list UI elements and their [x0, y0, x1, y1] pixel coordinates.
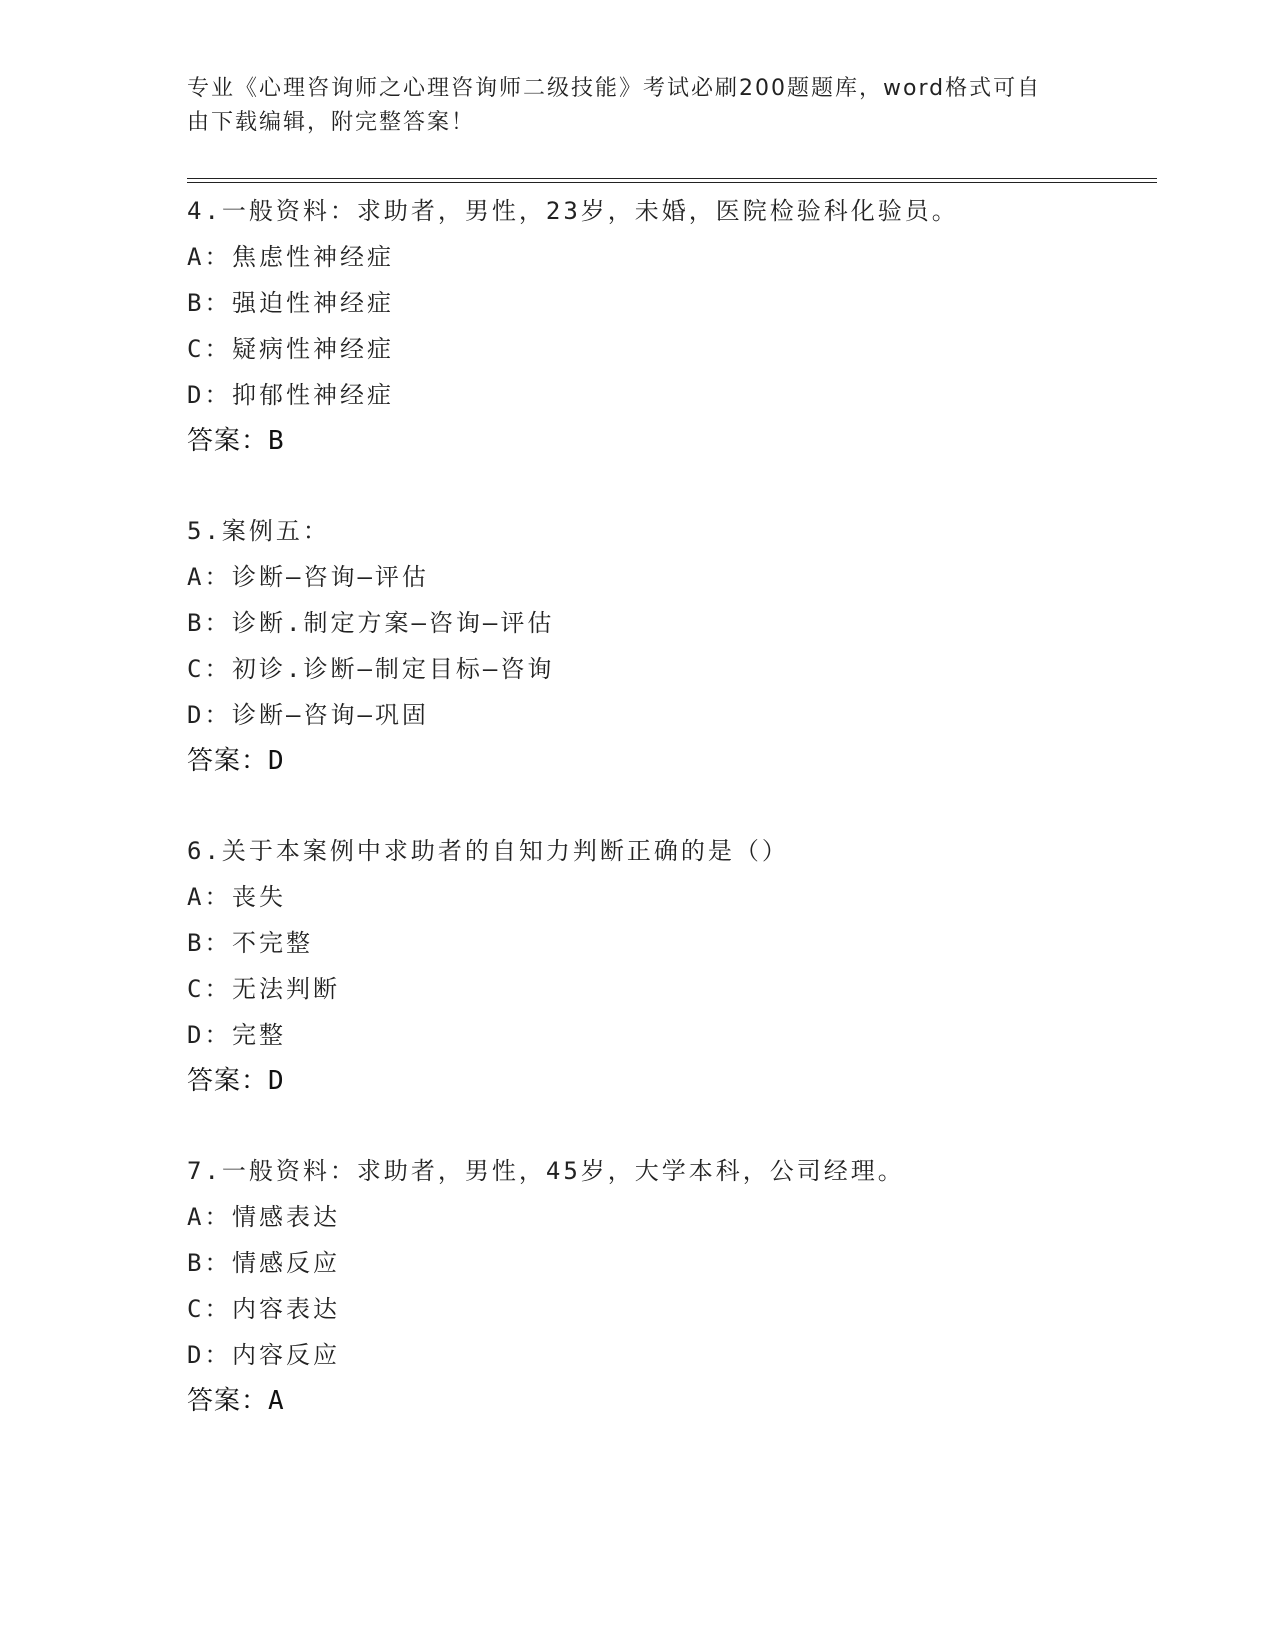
- answer-label: 答案：: [187, 426, 269, 456]
- option-text: 内容表达: [232, 1295, 340, 1323]
- option-letter: B：: [187, 289, 232, 317]
- option-d: [187, 1012, 1167, 1058]
- answer-line: [187, 1058, 1167, 1104]
- option-b: [187, 280, 1167, 326]
- option-text: 初诊.诊断—制定目标—咨询: [232, 655, 555, 683]
- question-block: [187, 828, 1167, 1104]
- answer-value: B: [268, 426, 285, 456]
- answer-line: [187, 1378, 1167, 1424]
- option-text: 不完整: [232, 929, 313, 957]
- option-text: 疑病性神经症: [232, 335, 394, 363]
- option-text: 诊断.制定方案—咨询—评估: [232, 609, 555, 637]
- question-block: [187, 1148, 1167, 1424]
- option-c: [187, 646, 1167, 692]
- option-a: [187, 554, 1167, 600]
- option-text: 诊断—咨询—评估: [232, 563, 429, 591]
- question-title: 7.一般资料：求助者，男性，45岁，大学本科，公司经理。: [187, 1157, 905, 1185]
- option-letter: B：: [187, 929, 232, 957]
- option-letter: D：: [187, 701, 232, 729]
- option-letter: D：: [187, 1341, 232, 1369]
- option-letter: A：: [187, 563, 232, 591]
- header-divider-bottom: [187, 182, 1157, 183]
- option-d: [187, 692, 1167, 738]
- answer-label: 答案：: [187, 1386, 269, 1416]
- option-letter: A：: [187, 1203, 232, 1231]
- option-letter: C：: [187, 975, 232, 1003]
- option-letter: B：: [187, 609, 232, 637]
- answer-value: D: [268, 1066, 285, 1096]
- option-letter: C：: [187, 1295, 232, 1323]
- option-b: [187, 920, 1167, 966]
- option-c: [187, 1286, 1167, 1332]
- option-letter: D：: [187, 1021, 232, 1049]
- option-text: 完整: [232, 1021, 286, 1049]
- option-text: 抑郁性神经症: [232, 381, 394, 409]
- option-b: [187, 1240, 1167, 1286]
- answer-line: [187, 738, 1167, 784]
- option-b: [187, 600, 1167, 646]
- question-block: [187, 508, 1167, 784]
- option-text: 丧失: [232, 883, 286, 911]
- document-header: [187, 72, 1067, 140]
- question-title: 6.关于本案例中求助者的自知力判断正确的是（）: [187, 837, 789, 865]
- answer-value: A: [268, 1386, 285, 1416]
- answer-line: [187, 418, 1167, 464]
- answer-label: 答案：: [187, 1066, 269, 1096]
- option-d: [187, 1332, 1167, 1378]
- option-c: [187, 326, 1167, 372]
- option-text: 诊断—咨询—巩固: [232, 701, 429, 729]
- option-letter: B：: [187, 1249, 232, 1277]
- answer-value: D: [268, 746, 285, 776]
- question-title: 4.一般资料：求助者，男性，23岁，未婚，医院检验科化验员。: [187, 197, 959, 225]
- option-text: 情感表达: [232, 1203, 340, 1231]
- option-a: [187, 874, 1167, 920]
- header-line-1: 专业《心理咨询师之心理咨询师二级技能》考试必刷200题题库，word格式可自: [187, 76, 1042, 101]
- option-letter: C：: [187, 655, 232, 683]
- answer-label: 答案：: [187, 746, 269, 776]
- question-title: 5.案例五：: [187, 517, 330, 545]
- option-text: 内容反应: [232, 1341, 340, 1369]
- option-text: 无法判断: [232, 975, 340, 1003]
- option-a: [187, 1194, 1167, 1240]
- option-letter: C：: [187, 335, 232, 363]
- option-letter: A：: [187, 883, 232, 911]
- question-block: [187, 188, 1167, 464]
- option-text: 情感反应: [232, 1249, 340, 1277]
- option-d: [187, 372, 1167, 418]
- option-text: 强迫性神经症: [232, 289, 394, 317]
- option-letter: A：: [187, 243, 232, 271]
- option-letter: D：: [187, 381, 232, 409]
- header-line-2: 由下载编辑，附完整答案！: [187, 110, 476, 135]
- header-divider-top: [187, 178, 1157, 179]
- option-a: [187, 234, 1167, 280]
- option-text: 焦虑性神经症: [232, 243, 394, 271]
- option-c: [187, 966, 1167, 1012]
